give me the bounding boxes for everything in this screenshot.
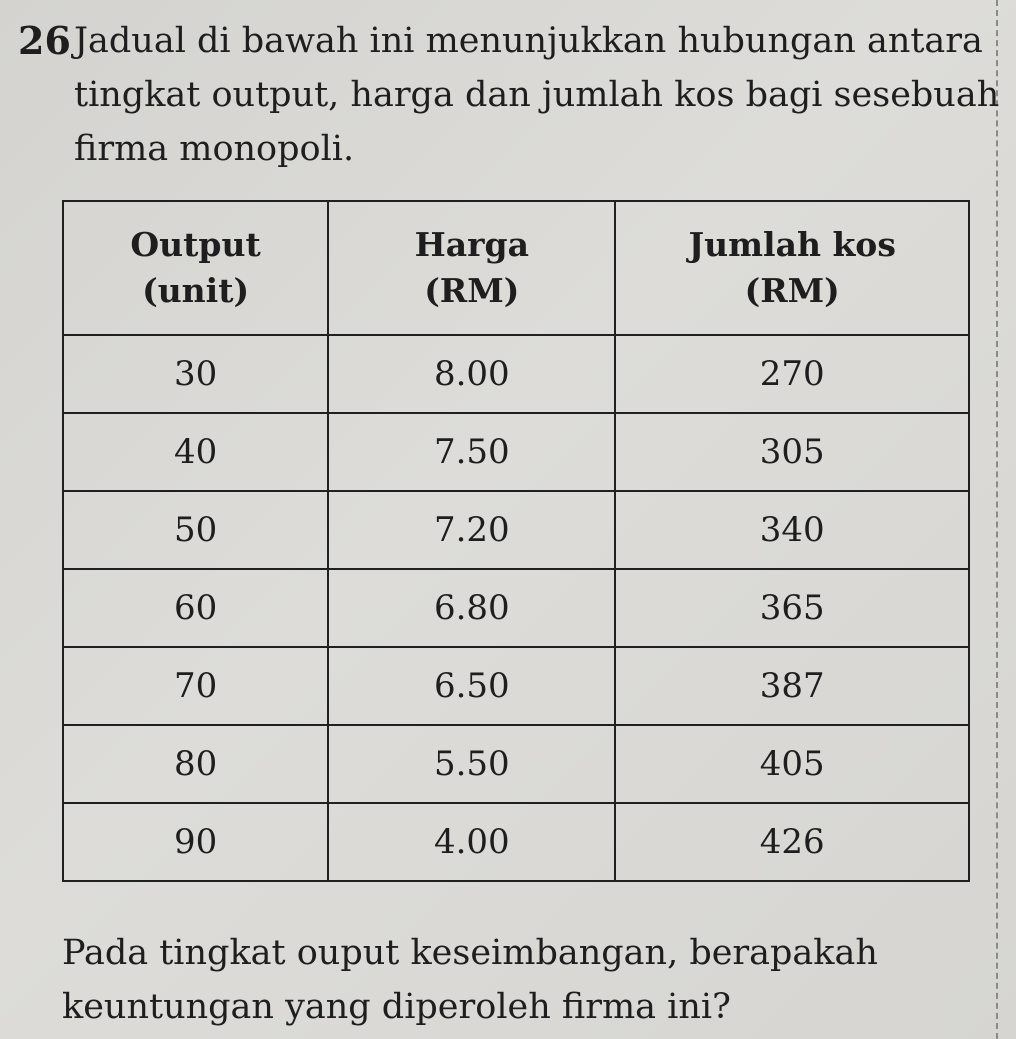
table-row [63,647,969,725]
cell-output: 30 [63,335,328,413]
header-jumlah-kos-unit: (RM) [744,271,840,310]
data-table [62,200,970,882]
header-jumlah-kos [615,201,969,335]
header-harga-unit: (RM) [424,271,520,310]
cell-output: 70 [63,647,328,725]
question-stem-line: tingkat output, harga dan jumlah kos bagi sesebuah [74,75,1000,115]
question-prompt [62,926,982,1034]
cell-output: 50 [63,491,328,569]
cell-harga: 6.50 [328,647,615,725]
cell-output: 80 [63,725,328,803]
question-stem-line: Jadual di bawah ini menunjukkan hubungan antara [74,21,983,61]
cell-jumlah-kos: 405 [615,725,969,803]
cell-output: 60 [63,569,328,647]
table-row [63,803,969,881]
table-row [63,569,969,647]
cell-jumlah-kos: 270 [615,335,969,413]
header-jumlah-kos-title: Jumlah kos [688,225,896,264]
header-harga [328,201,615,335]
table-row [63,491,969,569]
question-stem [74,14,1000,176]
header-output [63,201,328,335]
cell-output: 40 [63,413,328,491]
cell-harga: 8.00 [328,335,615,413]
cell-harga: 5.50 [328,725,615,803]
cell-jumlah-kos: 387 [615,647,969,725]
table-row [63,413,969,491]
table-row [63,335,969,413]
cell-jumlah-kos: 365 [615,569,969,647]
question-number: 26 [18,18,71,63]
table-row [63,725,969,803]
cell-jumlah-kos: 426 [615,803,969,881]
cell-harga: 4.00 [328,803,615,881]
cell-harga: 7.20 [328,491,615,569]
cell-jumlah-kos: 305 [615,413,969,491]
table-header-row [63,201,969,335]
header-harga-title: Harga [414,225,529,264]
page-edge-dashes [996,0,998,1039]
cell-harga: 6.80 [328,569,615,647]
cell-harga: 7.50 [328,413,615,491]
cell-jumlah-kos: 340 [615,491,969,569]
question-prompt-line: Pada tingkat ouput keseimbangan, berapakah [62,933,878,973]
question-stem-line: firma monopoli. [74,129,355,169]
header-output-title: Output [130,225,261,264]
question-prompt-line: keuntungan yang diperoleh firma ini? [62,987,731,1027]
header-output-unit: (unit) [142,271,250,310]
cell-output: 90 [63,803,328,881]
